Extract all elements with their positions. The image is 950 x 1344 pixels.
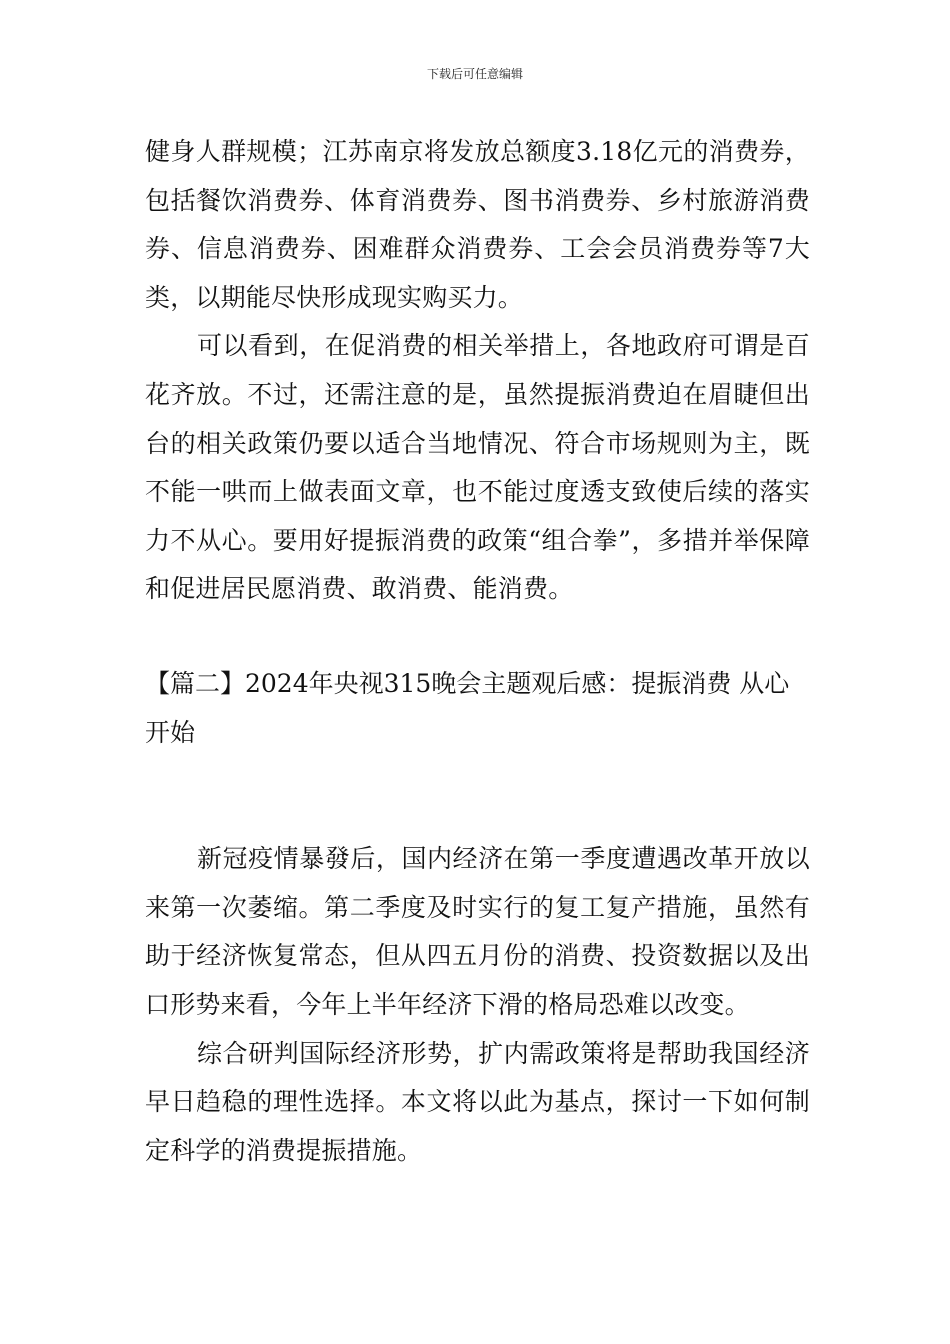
paragraph-4: 综合研判国际经济形势，扩内需政策将是帮助我国经济早日趋稳的理性选择。本文将以此为基点，探讨一下如何制定科学的消费提振措施。 (145, 1038, 810, 1165)
page-header-note: 下载后可任意编辑 (426, 67, 523, 81)
section-heading: 【篇二】2024年央视315晚会主题观后感：提振消费 从心开始 (145, 668, 790, 747)
spacer (145, 757, 810, 835)
document-body (145, 128, 810, 1175)
paragraph-2: 可以看到，在促消费的相关举措上，各地政府可谓是百花齐放。不过，还需注意的是，虽然提振消费迫在眉睫但出台的相关政策仍要以适合当地情况、符合市场规则为主，既不能一哄而上做表面文章，也不能过度透支致使后续的落实力不从心。要用好提振消费的政策“组合拳”，多措并举保障和促进居民愿消费、敢消费、能消费。 (145, 331, 810, 604)
paragraph-3: 新冠疫情暴發后，国内经济在第一季度遭遇改革开放以来第一次萎缩。第二季度及时实行的复工复产措施，虽然有助于经济恢复常态，但从四五月份的消费、投资数据以及出口形势来看，今年上半年经济下滑的格局恐难以改变。 (145, 844, 810, 1019)
paragraph-1: 健身人群规模；江苏南京将发放总额度3.18亿元的消费券，包括餐饮消费券、体育消费券、图书消费券、乡村旅游消费券、信息消费券、困难群众消费券、工会会员消费券等7大类，以期能尽快形成现实购买力。 (145, 137, 810, 312)
spacer (145, 614, 810, 660)
